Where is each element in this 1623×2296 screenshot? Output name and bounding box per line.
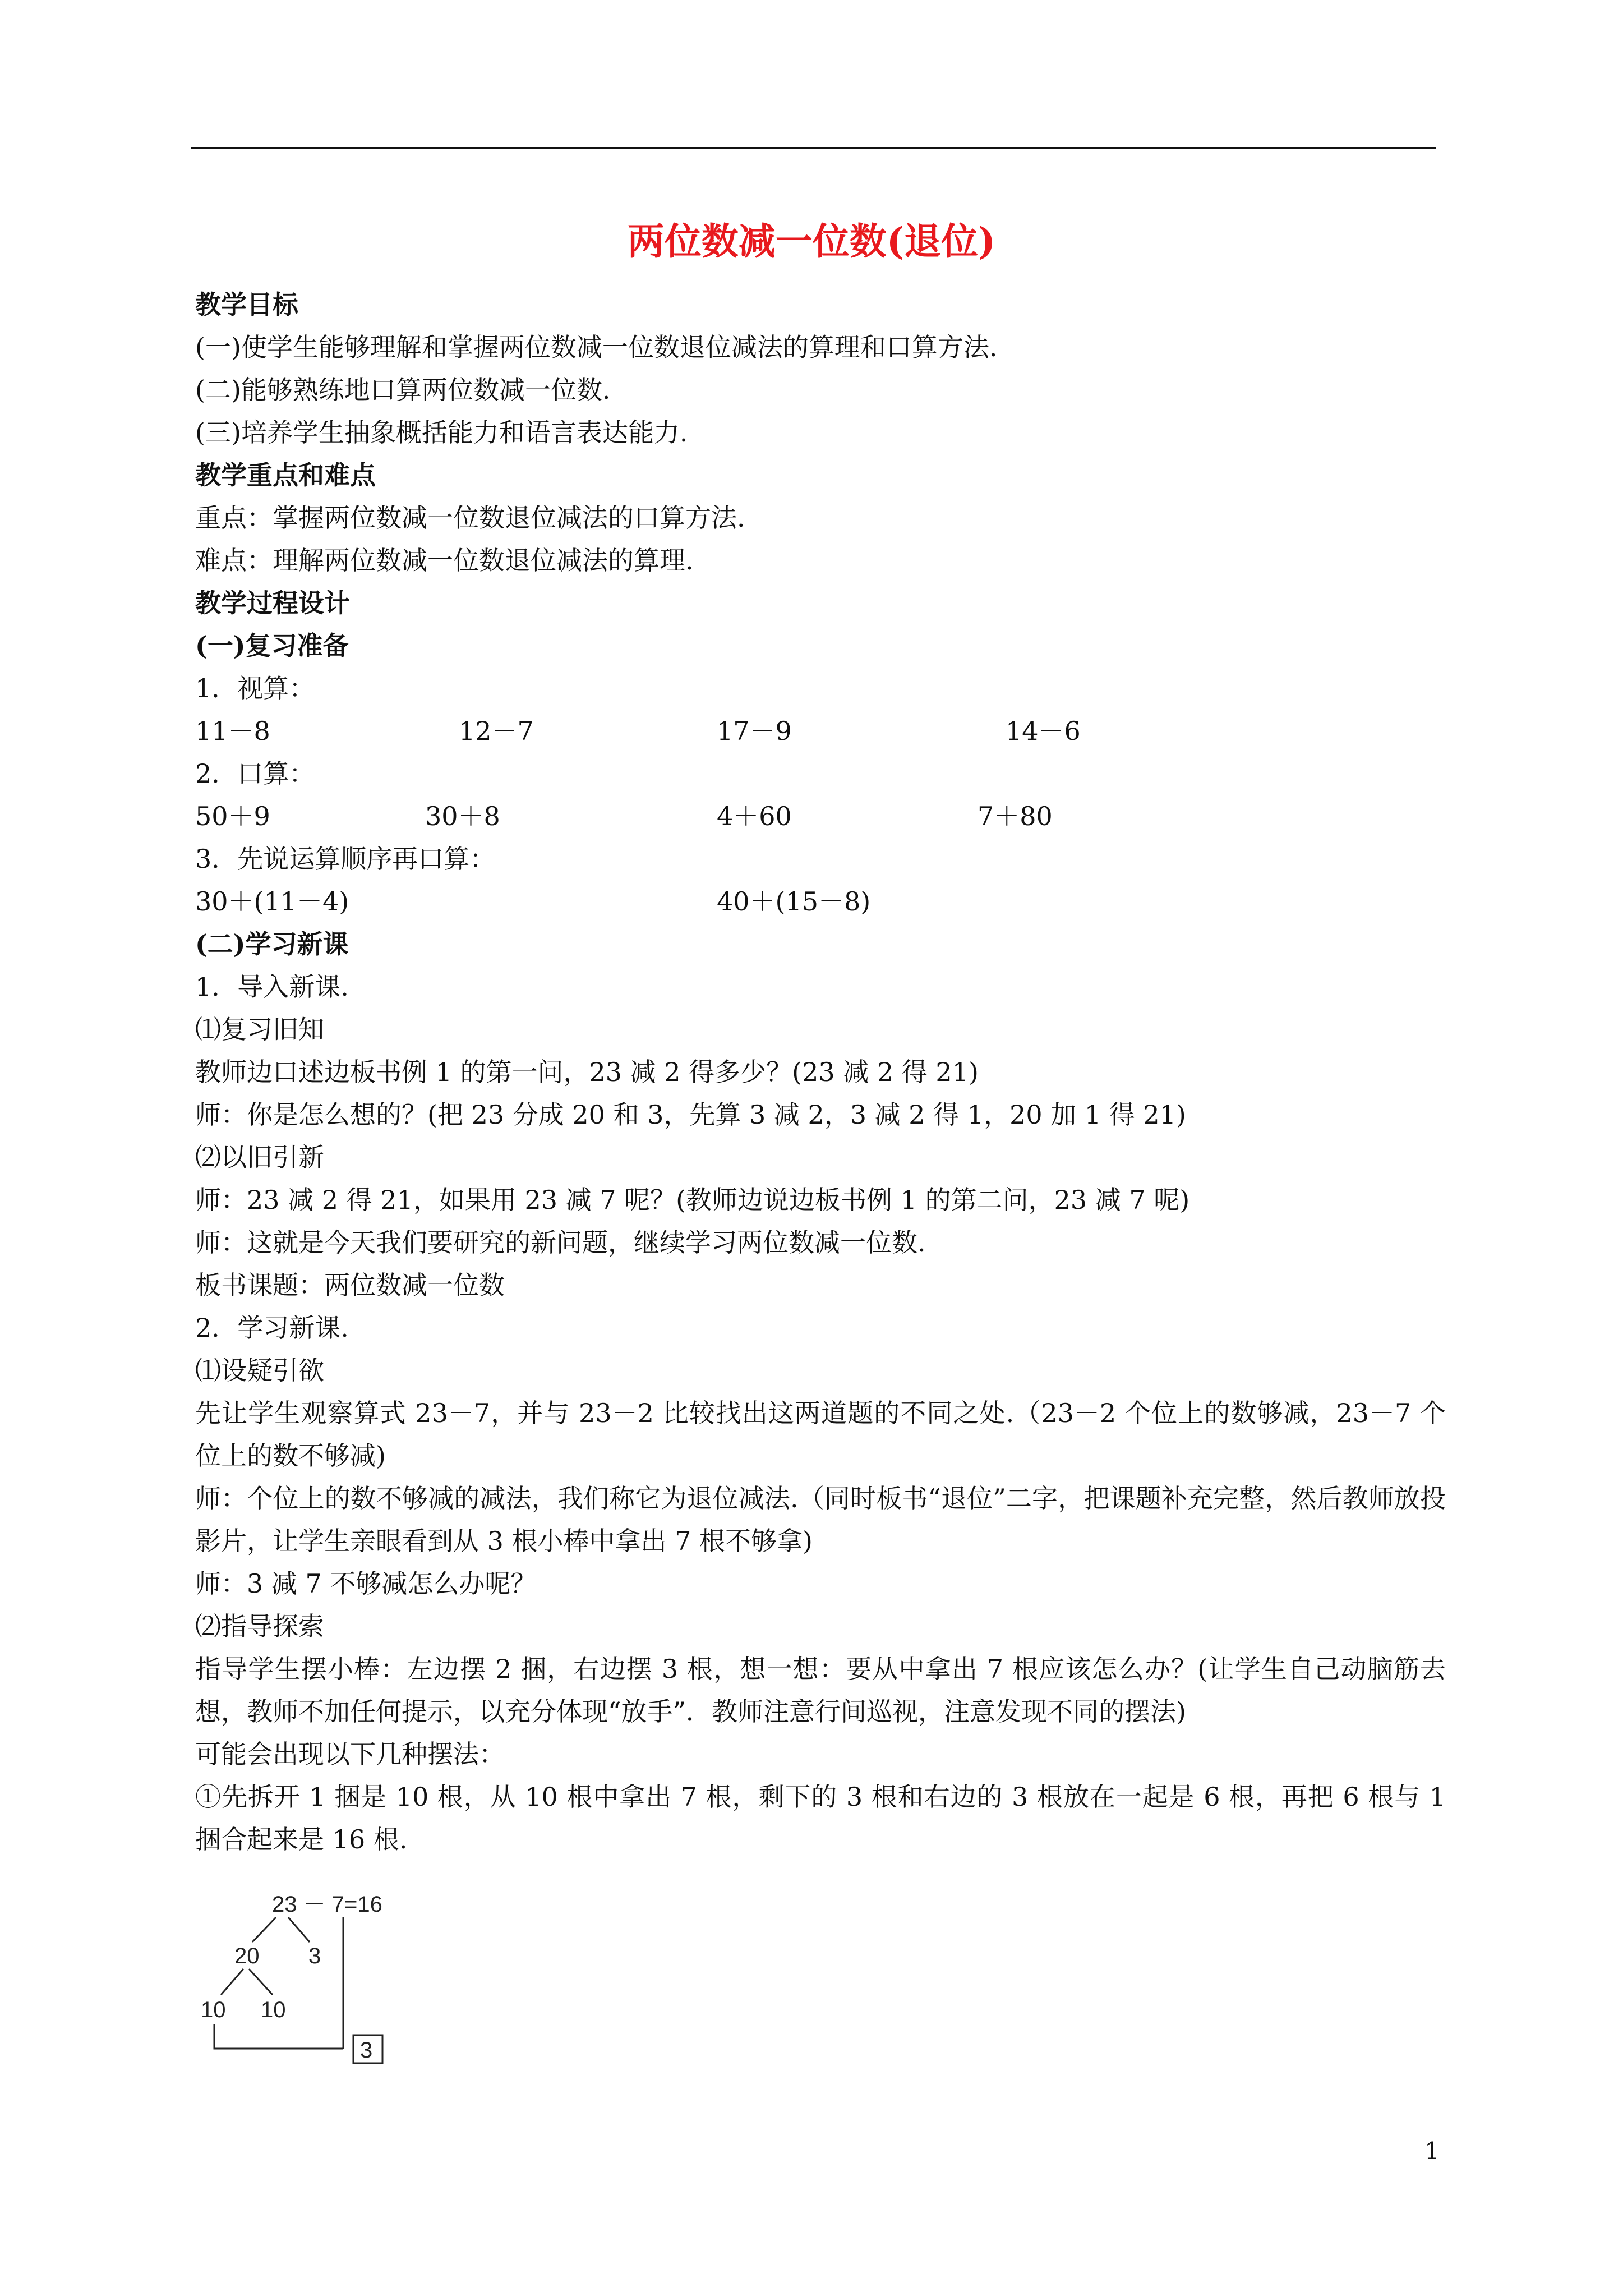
keypoint-item: 重点：掌握两位数减一位数退位减法的口算方法. <box>195 503 745 533</box>
diagram-tens: 20 <box>234 1944 260 1968</box>
exercise-item: 4＋60 <box>717 801 792 831</box>
exercise-item: 17－9 <box>717 716 792 746</box>
lesson-line: 2．学习新课. <box>195 1313 349 1343</box>
review-heading: (一)复习准备 <box>195 631 349 661</box>
lesson-line: ⑵以旧引新 <box>195 1142 324 1172</box>
bracket-line <box>214 2024 343 2049</box>
exercise-item: 7＋80 <box>978 801 1053 831</box>
keypoints-heading: 教学重点和难点 <box>195 460 376 490</box>
review-q3-label: 3．先说运算顺序再口算： <box>195 844 496 874</box>
branch-line <box>249 1969 273 1995</box>
exercise-item: 11－8 <box>195 716 270 746</box>
objectives-heading: 教学目标 <box>195 289 298 320</box>
diagram-ten-a: 10 <box>201 1998 226 2022</box>
lesson-line: ⑴设疑引欲 <box>195 1355 324 1386</box>
document-body <box>195 283 1446 1861</box>
lesson-line: 板书课题：两位数减一位数 <box>195 1270 505 1300</box>
new-lesson-heading: (二)学习新课 <box>195 929 349 959</box>
exercise-item: 12－7 <box>459 716 534 746</box>
lesson-line: 教师边口述边板书例 1 的第一问，23 减 2 得多少？(23 减 2 得 21) <box>195 1057 979 1087</box>
exercise-item: 14－6 <box>1006 716 1081 746</box>
lesson-paragraph: 先让学生观察算式 23－7，并与 23－2 比较找出这两道题的不同之处.（23－2 个位上的数够减，23－7 个位上的数不够减) <box>195 1398 1446 1471</box>
review-q1-row <box>195 710 1446 752</box>
lesson-paragraph: 指导学生摆小棒：左边摆 2 捆，右边摆 3 根，想一想：要从中拿出 7 根应该怎么办？(让学生自己动脑筋去想，教师不加任何提示，以充分体现“放手”．教师注意行间巡视，注意发现不同的摆法) <box>195 1654 1446 1727</box>
header-rule <box>191 147 1436 149</box>
review-q3-row <box>195 880 1446 923</box>
lesson-paragraph: 师：个位上的数不够减的减法，我们称它为退位减法.（同时板书“退位”二字，把课题补充完整，然后教师放投影片，让学生亲眼看到从 3 根小棒中拿出 7 根不够拿) <box>195 1483 1446 1556</box>
objective-item: (一)使学生能够理解和掌握两位数减一位数退位减法的算理和口算方法. <box>195 332 998 362</box>
process-heading: 教学过程设计 <box>195 588 350 618</box>
objective-item: (三)培养学生抽象概括能力和语言表达能力. <box>195 417 688 448</box>
lesson-line: 师：3 减 7 不够减怎么办呢？ <box>195 1568 537 1599</box>
review-q2-row <box>195 795 1446 838</box>
diagram-boxed-number: 3 <box>360 2038 373 2063</box>
diagram-ten-b: 10 <box>261 1998 286 2022</box>
objective-item: (二)能够熟练地口算两位数减一位数. <box>195 375 611 405</box>
branch-line <box>252 1917 276 1942</box>
lesson-line: 师：这就是今天我们要研究的新问题，继续学习两位数减一位数. <box>195 1227 926 1258</box>
exercise-item: 50＋9 <box>195 801 270 831</box>
lesson-line: 师：你是怎么想的？(把 23 分成 20 和 3，先算 3 减 2，3 减 2 得 1，20 加 1 得 21) <box>195 1099 1186 1130</box>
branch-line <box>288 1917 310 1942</box>
lesson-line: ⑴复习旧知 <box>195 1014 324 1045</box>
review-q2-label: 2．口算： <box>195 758 315 789</box>
lesson-line: ⑵指导探索 <box>195 1611 324 1641</box>
lesson-line: 可能会出现以下几种摆法： <box>195 1739 505 1769</box>
page-number: 1 <box>1424 2137 1440 2165</box>
exercise-item: 30＋8 <box>425 801 500 831</box>
decomposition-diagram <box>191 1885 404 2064</box>
exercise-item: 30＋(11－4) <box>195 886 349 917</box>
review-q1-label: 1．视算： <box>195 673 315 703</box>
diagram-ones: 3 <box>308 1944 321 1968</box>
diagram-equation: 23 － 7=16 <box>272 1892 382 1917</box>
lesson-line: 1．导入新课. <box>195 972 349 1002</box>
lesson-line: 师：23 减 2 得 21，如果用 23 减 7 呢？(教师边说边板书例 1 的第二问，23 减 7 呢) <box>195 1185 1190 1215</box>
keypoint-item: 难点：理解两位数减一位数退位减法的算理. <box>195 545 694 576</box>
branch-line <box>221 1969 243 1995</box>
exercise-item: 40＋(15－8) <box>717 886 871 917</box>
document-title: 两位数减一位数(退位) <box>627 219 996 263</box>
lesson-paragraph: ①先拆开 1 捆是 10 根，从 10 根中拿出 7 根，剩下的 3 根和右边的 3 根放在一起是 6 根，再把 6 根与 1 捆合起来是 16 根. <box>195 1782 1446 1855</box>
